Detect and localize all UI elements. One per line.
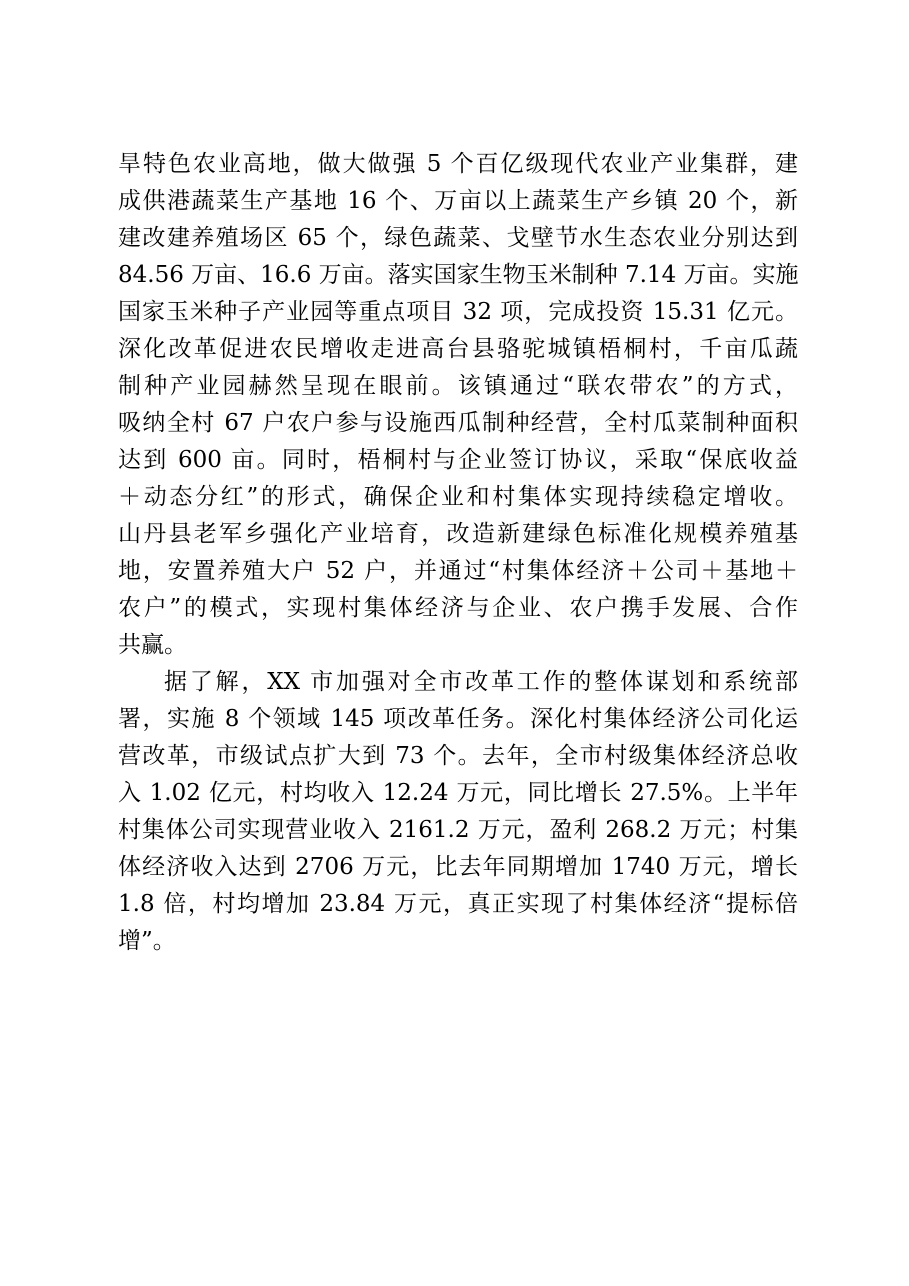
document-body [118,146,798,960]
text-line: 成供港蔬菜生产基地 16 个、万亩以上蔬菜生产乡镇 20 个，新 [118,188,798,214]
text-line: 入 1.02 亿元，村均收入 12.24 万元，同比增长 27.5%。上半年 [118,780,798,806]
text-line: 旱特色农业高地，做大做强 5 个百亿级现代农业产业集群，建 [118,151,798,177]
text-line: 1.8 倍，村均增加 23.84 万元，真正实现了村集体经济“提标倍 [118,891,798,917]
text-line: 达到 600 亩。同时，梧桐村与企业签订协议，采取“保底收益 [118,447,798,473]
text-line: 吸纳全村 67 户农户参与设施西瓜制种经营，全村瓜菜制种面积 [118,410,798,436]
paragraph-2 [118,664,798,960]
text-line: 增”。 [118,928,176,954]
paragraph-1 [118,146,798,664]
text-line: 共赢。 [118,632,187,658]
text-line: 国家玉米种子产业园等重点项目 32 项，完成投资 15.31 亿元。 [118,299,798,325]
text-line: 村集体公司实现营业收入 2161.2 万元，盈利 268.2 万元；村集 [118,817,798,843]
text-line: 深化改革促进农民增收走进高台县骆驼城镇梧桐村，千亩瓜蔬 [118,336,798,362]
text-line: 制种产业园赫然呈现在眼前。该镇通过“联农带农”的方式， [118,373,798,399]
text-line: 地，安置养殖大户 52 户，并通过“村集体经济＋公司＋基地＋ [118,558,798,584]
text-line: ＋动态分红”的形式，确保企业和村集体实现持续稳定增收。 [118,484,798,510]
text-line: 署，实施 8 个领域 145 项改革任务。深化村集体经济公司化运 [118,706,798,732]
text-line: 农户”的模式，实现村集体经济与企业、农户携手发展、合作 [118,595,798,621]
text-line: 据了解，XX 市加强对全市改革工作的整体谋划和系统部 [164,669,798,695]
text-line: 建改建养殖场区 65 个，绿色蔬菜、戈壁节水生态农业分别达到 [118,225,798,251]
text-line: 体经济收入达到 2706 万元，比去年同期增加 1740 万元，增长 [118,854,798,880]
text-line: 84.56 万亩、16.6 万亩。落实国家生物玉米制种 7.14 万亩。实施 [118,262,799,288]
text-line: 山丹县老军乡强化产业培育，改造新建绿色标准化规模养殖基 [118,521,798,547]
text-line: 营改革，市级试点扩大到 73 个。去年，全市村级集体经济总收 [118,743,798,769]
